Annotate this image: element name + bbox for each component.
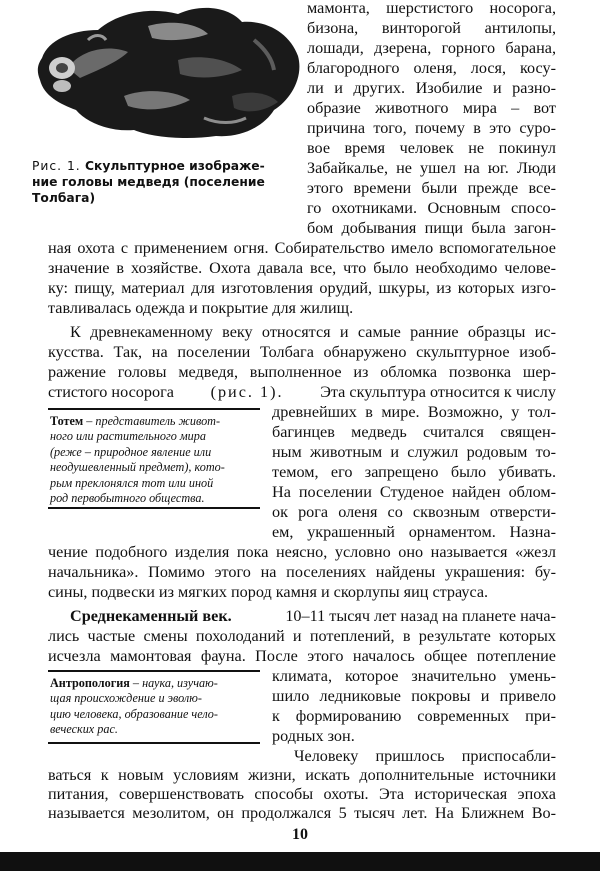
note-top-rule [48, 408, 260, 410]
caption-line: ние головы медведя (поселение [32, 175, 265, 189]
text-line: багинцев медведь считался священ- [272, 423, 556, 441]
note-line: ного или растительного мира [50, 429, 206, 444]
text-line: темом, его запрещено было убивать. [272, 463, 556, 481]
text-line: родных зон. [272, 727, 355, 745]
note-bottom-rule [48, 507, 260, 509]
text-line: лошади, дзерена, горного барана, [307, 39, 556, 57]
note-line: цию человека, образование чело- [50, 706, 218, 721]
text-line: климата, которое значительно умень- [272, 667, 556, 685]
text-line: древнейших в мире. Возможно, у тол- [272, 403, 556, 421]
text-line: образие животного мира – вот [307, 99, 556, 117]
note-line: – представитель живот- [86, 414, 221, 428]
note-line: – наука, изучаю- [132, 676, 218, 690]
text-line: ным животным и служил родовым то- [272, 443, 556, 461]
scan-bottom-edge [0, 852, 600, 871]
text-fragment: Эта скульптура относится к числу [320, 383, 556, 401]
text-line: мамонта, шерстистого носорога, [307, 0, 556, 17]
caption-line: Толбага) [32, 191, 96, 205]
text-fragment: стистого носорога [48, 383, 174, 401]
text-line: к формированию современных при- [272, 707, 556, 725]
note-line: (реже – природное явление или [50, 444, 212, 459]
text-line: бизона, винторогой антилопы, [307, 19, 556, 37]
page-number: 10 [292, 826, 308, 843]
section-heading: Среднекаменный век. [70, 607, 232, 625]
text-line: Забайкалье, не ушел на юг. Люди [307, 159, 556, 177]
note-anthropology [50, 676, 258, 738]
note-bottom-rule [48, 742, 260, 744]
text-line: причина того, почему в это суро- [307, 119, 556, 137]
text-line: питания, совершенствовать способы охоты. Эта историческая эпоха [48, 785, 556, 803]
note-term: Антропология [50, 676, 130, 690]
text-line: тавливалась одежда и покрытие для жилищ. [48, 299, 354, 317]
text-line: ем, украшенный орнаментом. Назна- [272, 523, 556, 541]
caption-line: Скульптурное изображе- [85, 159, 265, 173]
note-line: веческих рас. [50, 722, 118, 737]
figure-reference: (рис. 1). [210, 383, 284, 401]
text-line: кусства. Так, на поселении Толбага обнаружено скульптурное изоб- [48, 343, 556, 361]
text-line: Человеку пришлось приспосабли- [294, 747, 556, 765]
text-line: этого времени были прежде все- [307, 179, 556, 197]
note-line: щая происхождение и эволю- [50, 691, 202, 706]
text-line: ваться к новым условиям жизни, искать дополнительные источники [48, 766, 556, 784]
text-line: ная охота с применением огня. Собирательство имело вспомогательное [48, 239, 556, 257]
text-line: лись частые смены похолоданий и потеплений, в результате которых [48, 627, 556, 645]
text-line: значение в хозяйстве. Охота давала все, что было необходимо челове- [48, 259, 556, 277]
text-line: благородного оленя, лося, косу- [307, 59, 556, 77]
text-line: К древнекаменному веку относятся и самые ранние образцы ис- [70, 323, 556, 341]
text-line: сины, подвески из мягких пород камня и скорлупы яиц страуса. [48, 583, 489, 601]
text-line: называется мезолитом, он продолжался 5 тысяч лет. На Ближнем Во- [48, 804, 556, 822]
caption-label: Рис. 1. [32, 159, 81, 173]
text-line: исчезла мамонтовая фауна. После этого началось общее потепление [48, 647, 556, 665]
text-line [48, 383, 556, 402]
note-top-rule [48, 670, 260, 672]
text-line: чение подобного изделия пока неясно, условно оно называется «жезл [48, 543, 556, 561]
text-line: ку: пищу, материал для изготовления орудий, шкуры, из которых изго- [48, 279, 556, 297]
text-line: начальника». Помимо этого на поселениях найдены украшения: бу- [48, 563, 556, 581]
note-line: неодушевленный предмет), кото- [50, 460, 225, 475]
text-fragment: 10–11 тысяч лет назад на планете нача- [285, 607, 556, 625]
text-line: На поселении Студеное найден облом- [272, 483, 556, 501]
text-line: бом добывания пищи была загон- [307, 219, 556, 237]
note-line: род первобытного общества. [50, 491, 205, 506]
note-totem [50, 414, 258, 506]
text-line: го охотниками. Основным спосо- [307, 199, 556, 217]
text-line: ок рога оленя со сквозным отверсти- [272, 503, 556, 521]
bear-head-sculpture-image [28, 0, 306, 148]
text-line: шило ледниковые покровы и привело [272, 687, 556, 705]
text-line [70, 607, 556, 626]
text-line: ражение головы медведя, выполненное из обломка позвонка шер- [48, 363, 556, 381]
note-line: рым преклонялся тот или иной [50, 475, 214, 490]
figure-caption [32, 158, 282, 206]
text-line: ли и других. Изобилие и разно- [307, 79, 556, 97]
note-term: Тотем [50, 414, 84, 428]
text-line: вое время человек не покинул [307, 139, 556, 157]
